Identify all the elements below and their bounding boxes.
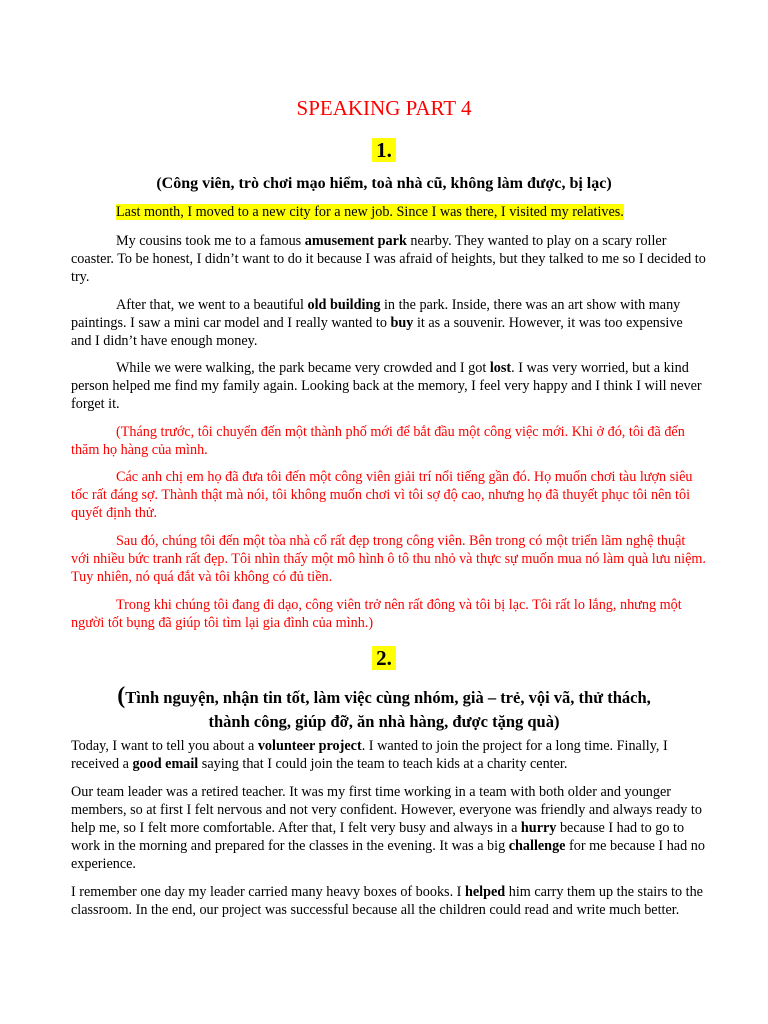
section-1-translation-4: Trong khi chúng tôi đang đi dạo, công viên trở nên rất đông và tôi bị lạc. Tôi rất lo lắng, nhưng một người tốt bụng đã giúp tôi tìm lại gia đình của mình.)	[71, 597, 682, 631]
keyword: amusement park	[304, 233, 407, 249]
keyword: lost	[489, 360, 512, 376]
section-1-translation-1: (Tháng trước, tôi chuyển đến một thành phố mới để bắt đầu một công việc mới. Khi ở đó, tôi đã đến thăm họ hàng của mình.	[71, 424, 685, 458]
keyword: helped	[464, 884, 506, 900]
section-2-paragraph-2: Our team leader was a retired teacher. It was my first time working in a team with both older and younger members, so at first I felt nervous and not very confident. However, everyone was friendly and always ready to help me, so I felt more comfortable. After that, I felt very busy and always in a hurry because I had to go to work in the morning and prepared for the classes in the evening. It was a big challenge for me because I had no experience.	[71, 784, 705, 872]
page-title: SPEAKING PART 4	[296, 96, 472, 120]
keyword: challenge	[508, 838, 566, 854]
section-1-translation-3: Sau đó, chúng tôi đến một tòa nhà cổ rất đẹp trong công viên. Bên trong có một triển lãm nghệ thuật với nhiều bức tranh rất đẹp. Tôi nhìn thấy một mô hình ô tô thu nhỏ và thực sự muốn mua nó làm quà lưu niệm. Tuy nhiên, nó quá đắt và tôi không có đủ tiền.	[71, 533, 706, 585]
keyword: good email	[132, 756, 199, 772]
section-1-number: 1.	[0, 138, 768, 162]
section-1-topics: (Công viên, trò chơi mạo hiểm, toà nhà cũ, không làm được, bị lạc)	[156, 175, 612, 192]
section-1-intro-paragraph	[71, 203, 706, 221]
section-2-paragraph-1: Today, I want to tell you about a volunteer project. I wanted to join the project for a long time. Finally, I received a good email saying that I could join the team to teach kids at a charity center.	[71, 738, 668, 772]
keyword: hurry	[520, 820, 557, 836]
section-1-paragraph-2: My cousins took me to a famous amusement park nearby. They wanted to play on a scary roller coaster. To be honest, I didn’t want to do it because I was afraid of heights, but they talked to me so I decided to try.	[71, 233, 706, 285]
section-2-paragraph-3: I remember one day my leader carried many heavy boxes of books. I helped him carry them up the stairs to the classroom. In the end, our project was successful because all the children could read and write much better.	[71, 884, 703, 918]
section-1-paragraph-3: After that, we went to a beautiful old building in the park. Inside, there was an art show with many paintings. I saw a mini car model and I really wanted to buy it as a souvenir. However, it was too expensive and I didn’t have enough money.	[71, 297, 683, 349]
section-2-topics: (Tình nguyện, nhận tin tốt, làm việc cùng nhóm, già – trẻ, vội vã, thử thách, thành công, giúp đỡ, ăn nhà hàng, được tặng quà)	[117, 683, 651, 731]
section-1-translation-2: Các anh chị em họ đã đưa tôi đến một công viên giải trí nổi tiếng gần đó. Họ muốn chơi tàu lượn siêu tốc rất đáng sợ. Thành thật mà nói, tôi không muốn chơi vì tôi sợ độ cao, nhưng họ đã thuyết phục tôi nên tôi quyết định thử.	[71, 469, 693, 521]
keyword: old building	[307, 297, 381, 313]
keyword: buy	[390, 315, 414, 331]
section-1-paragraph-4: While we were walking, the park became very crowded and I got lost. I was very worried, but a kind person helped me find my family again. Looking back at the memory, I feel very happy and I think I will never forget it.	[71, 360, 702, 412]
keyword: volunteer project	[257, 738, 362, 754]
section-2-number: 2.	[0, 646, 768, 670]
highlighted-text: Last month, I moved to a new city for a new job. Since I was there, I visited my relatives.	[116, 204, 624, 220]
